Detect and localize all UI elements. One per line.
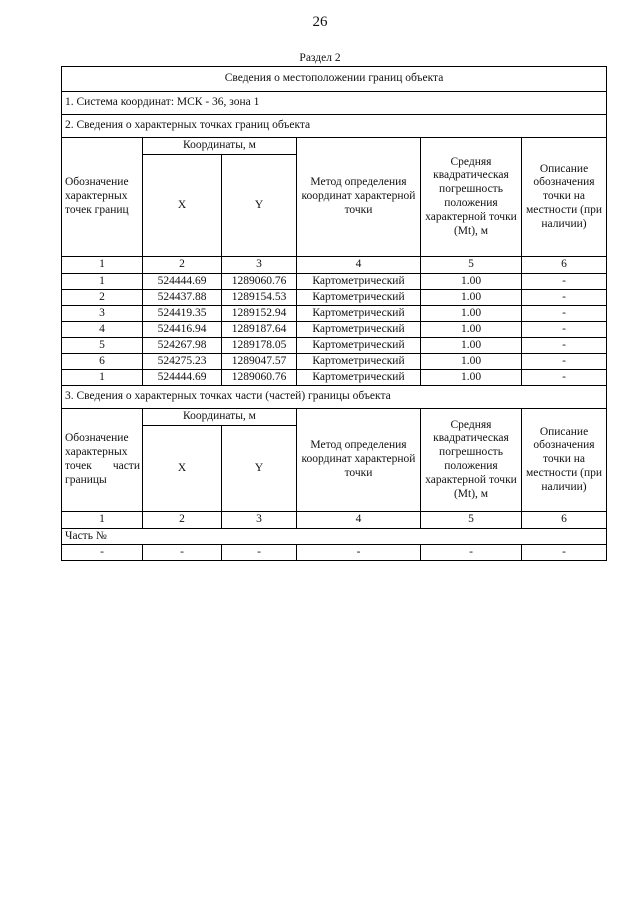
col-number: 1 <box>62 257 143 274</box>
designation-line: границы <box>65 473 107 486</box>
header-designation-part <box>62 409 143 512</box>
table-row <box>62 354 607 370</box>
coord-system: 1. Система координат: МСК - 36, зона 1 <box>62 92 607 115</box>
header-designation: Обозначение характерных точек границ <box>62 138 143 257</box>
point-method: Картометрический <box>297 306 421 322</box>
point-error: 1.00 <box>421 306 522 322</box>
point-id: 4 <box>62 322 143 338</box>
col-number: 2 <box>143 257 222 274</box>
point-description: - <box>522 274 607 290</box>
part-point-x: - <box>143 545 222 561</box>
col-number: 4 <box>297 512 421 529</box>
point-x: 524275.23 <box>143 354 222 370</box>
header-x: X <box>143 155 222 257</box>
header-description: Описание обозначения точки на местности (при наличии) <box>522 138 607 257</box>
point-method: Картометрический <box>297 274 421 290</box>
point-y: 1289152.94 <box>222 306 297 322</box>
point-x: 524416.94 <box>143 322 222 338</box>
point-method: Картометрический <box>297 290 421 306</box>
table-row <box>62 306 607 322</box>
point-description: - <box>522 338 607 354</box>
point-y: 1289187.64 <box>222 322 297 338</box>
header-error: Средняя квадратическая погрешность положения характерной точки (Mt), м <box>421 138 522 257</box>
part-point-error: - <box>421 545 522 561</box>
point-id: 3 <box>62 306 143 322</box>
point-y: 1289060.76 <box>222 370 297 386</box>
point-x: 524437.88 <box>143 290 222 306</box>
col-number: 5 <box>421 512 522 529</box>
part-label: Часть № <box>62 529 607 545</box>
header-x-part: X <box>143 426 222 512</box>
point-description: - <box>522 370 607 386</box>
header-error-part: Средняя квадратическая погрешность положения характерной точки (Mt), м <box>421 409 522 512</box>
col-number: 4 <box>297 257 421 274</box>
page-number: 26 <box>312 14 328 30</box>
point-y: 1289178.05 <box>222 338 297 354</box>
part-point-y: - <box>222 545 297 561</box>
designation-line: части <box>112 460 140 472</box>
point-id: 6 <box>62 354 143 370</box>
part-point-description: - <box>522 545 607 561</box>
col-number: 2 <box>143 512 222 529</box>
point-x: 524267.98 <box>143 338 222 354</box>
designation-line: точек <box>65 460 92 472</box>
point-description: - <box>522 322 607 338</box>
table-row <box>62 370 607 386</box>
col-number: 6 <box>522 512 607 529</box>
point-id: 1 <box>62 370 143 386</box>
point-error: 1.00 <box>421 354 522 370</box>
section2-title: 3. Сведения о характерных точках части (частей) границы объекта <box>62 386 607 409</box>
point-method: Картометрический <box>297 322 421 338</box>
col-number: 6 <box>522 257 607 274</box>
point-x: 524444.69 <box>143 370 222 386</box>
header-coords: Координаты, м <box>143 138 297 155</box>
point-y: 1289060.76 <box>222 274 297 290</box>
point-method: Картометрический <box>297 338 421 354</box>
point-description: - <box>522 306 607 322</box>
point-description: - <box>522 354 607 370</box>
table-row <box>62 545 607 561</box>
col-number: 3 <box>222 257 297 274</box>
col-number: 3 <box>222 512 297 529</box>
point-x: 524419.35 <box>143 306 222 322</box>
header-description-part: Описание обозначения точки на местности (при наличии) <box>522 409 607 512</box>
table-row <box>62 290 607 306</box>
section-label: Раздел 2 <box>299 52 341 64</box>
table-row <box>62 322 607 338</box>
boundary-table <box>61 66 607 561</box>
point-y: 1289154.53 <box>222 290 297 306</box>
point-x: 524444.69 <box>143 274 222 290</box>
point-method: Картометрический <box>297 370 421 386</box>
header-method-part: Метод определения координат характерной точки <box>297 409 421 512</box>
point-id: 5 <box>62 338 143 354</box>
point-id: 1 <box>62 274 143 290</box>
col-number: 5 <box>421 257 522 274</box>
header-y: Y <box>222 155 297 257</box>
table-row <box>62 274 607 290</box>
header-method: Метод определения координат характерной точки <box>297 138 421 257</box>
section1-title: 2. Сведения о характерных точках границ объекта <box>62 115 607 138</box>
table-row <box>62 338 607 354</box>
point-method: Картометрический <box>297 354 421 370</box>
header-y-part: Y <box>222 426 297 512</box>
point-error: 1.00 <box>421 322 522 338</box>
point-error: 1.00 <box>421 370 522 386</box>
point-y: 1289047.57 <box>222 354 297 370</box>
part-point-id: - <box>62 545 143 561</box>
designation-line: характерных <box>65 446 128 459</box>
designation-line: Обозначение <box>65 432 129 445</box>
table-title: Сведения о местоположении границ объекта <box>62 67 607 92</box>
point-error: 1.00 <box>421 290 522 306</box>
point-error: 1.00 <box>421 338 522 354</box>
part-point-method: - <box>297 545 421 561</box>
col-number: 1 <box>62 512 143 529</box>
point-error: 1.00 <box>421 274 522 290</box>
point-description: - <box>522 290 607 306</box>
header-coords-part: Координаты, м <box>143 409 297 426</box>
point-id: 2 <box>62 290 143 306</box>
